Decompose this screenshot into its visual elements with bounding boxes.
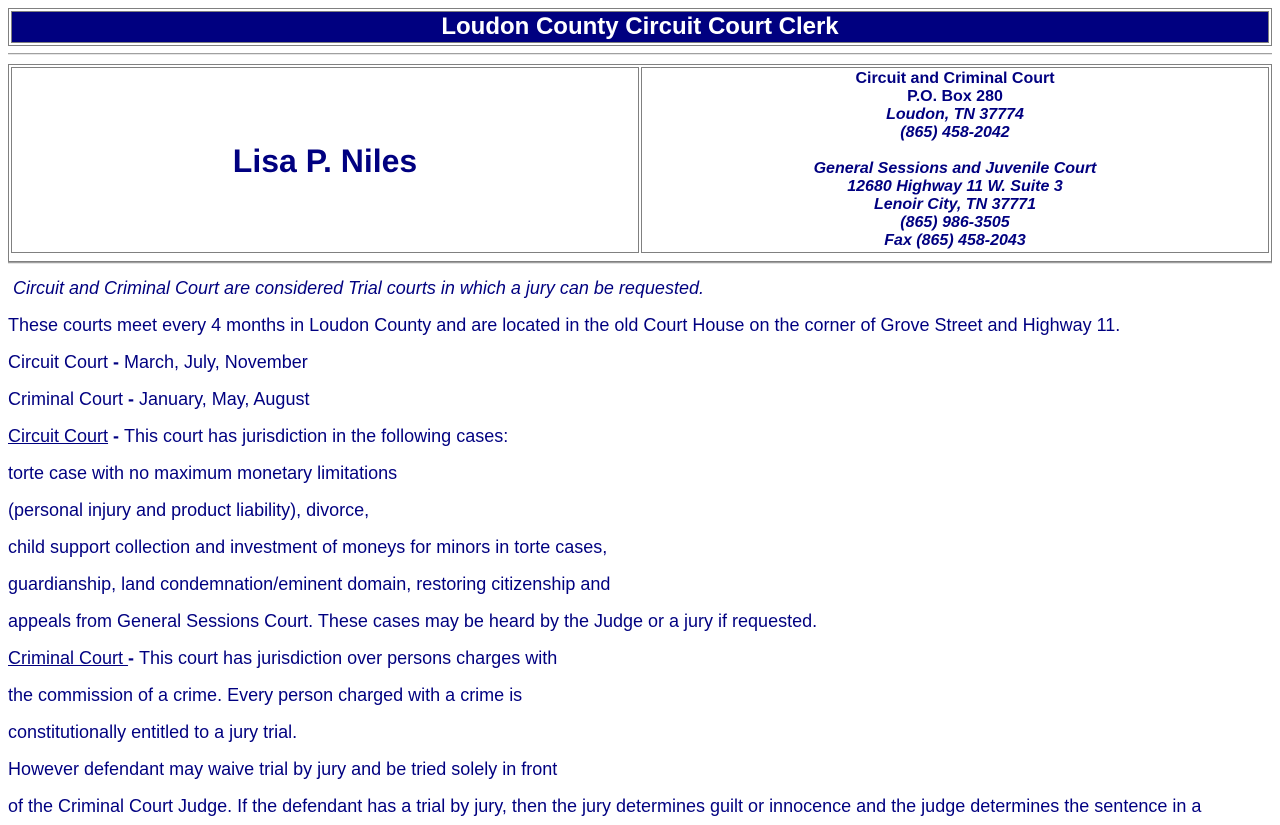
spacer [642,142,1268,160]
sessions-court-phone: (865) 986-3505 [900,214,1010,231]
sessions-court-address: 12680 Highway 11 W. Suite 3 [847,178,1063,195]
circuit-court-desc-text: This court has jurisdiction in the following cases: [124,426,509,446]
criminal-line: the commission of a crime. Every person charged with a crime is [8,685,523,705]
page-title: Loudon County Circuit Court Clerk [11,11,1269,43]
circuit-court-name: Circuit and Criminal Court [855,70,1055,87]
separator: - [123,389,140,409]
circuit-court-phone: (865) 458-2042 [900,124,1010,141]
circuit-schedule-months: March, July, November [124,352,308,372]
clerk-name: Lisa P. Niles [11,67,639,253]
circuit-court-desc [8,418,1272,455]
sessions-court-name: General Sessions and Juvenile Court [813,160,1097,177]
sessions-court-city: Lenoir City, TN 37771 [873,196,1037,213]
separator: - [108,426,125,446]
intro-text: Circuit and Criminal Court are considered Trial courts in which a jury can be requested. [13,278,704,298]
title-banner [8,8,1272,46]
circuit-schedule [8,344,1272,381]
criminal-line: However defendant may waive trial by jury and be tried solely in front [8,759,558,779]
circuit-court-heading: Circuit Court [8,426,109,446]
circuit-line: torte case with no maximum monetary limitations [8,463,398,483]
criminal-line: of the Criminal Court Judge. If the defendant has a trial by jury, then the jury determines guilt or innocence and the judge determines the sentence in a [8,796,1202,816]
court-addresses [641,67,1269,253]
main-content [8,270,1272,825]
circuit-line: guardianship, land condemnation/eminent domain, restoring citizenship and [8,574,611,594]
circuit-court-po-box: P.O. Box 280 [907,88,1003,105]
circuit-line: appeals from General Sessions Court. These cases may be heard by the Judge or a jury if requested. [8,611,818,631]
criminal-schedule [8,381,1272,418]
criminal-court-heading: Criminal Court [8,648,129,668]
separator: - [128,648,140,668]
criminal-schedule-label: Criminal Court [8,389,124,409]
circuit-line: (personal injury and product liability), divorce, [8,500,370,520]
circuit-schedule-label: Circuit Court [8,352,109,372]
criminal-court-desc [8,640,1272,677]
meeting-text: These courts meet every 4 months in Loudon County and are located in the old Court House on the corner of Grove Street and Highway 11. [8,315,1121,335]
criminal-schedule-months: January, May, August [139,389,310,409]
separator: - [108,352,125,372]
page-wrapper [8,8,1272,816]
criminal-court-desc-text: This court has jurisdiction over persons charges with [139,648,558,668]
contact-table [8,64,1272,262]
sessions-court-fax: Fax (865) 458-2043 [884,232,1026,249]
circuit-court-city: Loudon, TN 37774 [886,106,1024,123]
criminal-line: constitutionally entitled to a jury trial. [8,722,298,742]
divider [8,53,1272,55]
circuit-line: child support collection and investment of moneys for minors in torte cases, [8,537,608,557]
divider [8,262,1272,264]
